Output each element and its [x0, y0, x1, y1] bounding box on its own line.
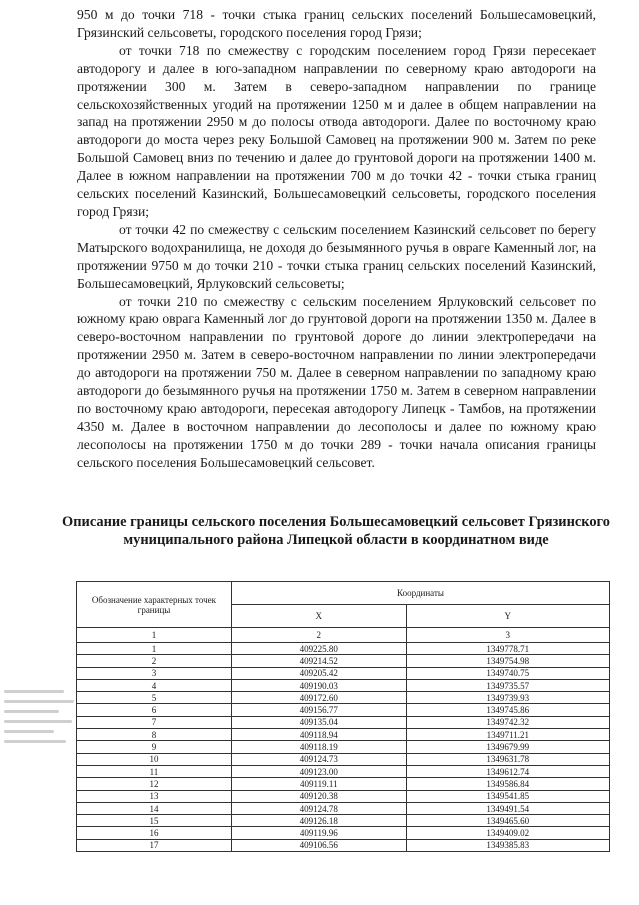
y-cell: 1349385.83 — [406, 839, 609, 851]
table-row — [77, 815, 610, 827]
y-cell: 1349740.75 — [406, 667, 609, 679]
x-cell: 409156.77 — [231, 704, 406, 716]
header-y: Y — [406, 605, 609, 628]
y-cell: 1349679.99 — [406, 741, 609, 753]
point-cell: 7 — [77, 716, 232, 728]
point-cell: 1 — [77, 643, 232, 655]
point-cell: 4 — [77, 679, 232, 691]
coordinates-table — [76, 581, 610, 852]
table-row — [77, 802, 610, 814]
table-row — [77, 753, 610, 765]
table-row — [77, 839, 610, 851]
table-row — [77, 655, 610, 667]
faded-stamp-mark — [0, 683, 80, 773]
point-cell: 12 — [77, 778, 232, 790]
table-row — [77, 667, 610, 679]
x-cell: 409118.94 — [231, 729, 406, 741]
table-row — [77, 716, 610, 728]
point-cell: 5 — [77, 692, 232, 704]
paragraph-2: от точки 718 по смежеству с городским поселением город Грязи пересекает автодорогу и далее в юго-западном направлении по северному краю автодороги на протяжении 300 м. Затем в северо-западном направлении по границе сельскохозяйственных угодий на протяжении 1250 м и далее в общем направлении на запад на протяжении 2950 м до полосы отвода автодороги. Далее по восточному краю автодороги до моста через реку Большой Самовец на протяжении 900 м. Затем по реке Большой Самовец вниз по течению и далее до грунтовой дороги на протяжении 1400 м. Далее в южном направлении на протяжении 700 м до точки 42 - точки стыка границ сельских поселений Казинский, Большесамовецкий сельсоветы, городского поселения город Грязи; — [77, 42, 596, 219]
table-row — [77, 692, 610, 704]
y-cell: 1349742.32 — [406, 716, 609, 728]
x-cell: 409106.56 — [231, 839, 406, 851]
header-x: X — [231, 605, 406, 628]
table-row — [77, 790, 610, 802]
table-row — [77, 827, 610, 839]
y-cell: 1349612.74 — [406, 765, 609, 777]
table-row — [77, 704, 610, 716]
x-cell: 409120.38 — [231, 790, 406, 802]
y-cell: 1349465.60 — [406, 815, 609, 827]
paragraph-3: от точки 42 по смежеству с сельским поселением Казинский сельсовет по берегу Матырского водохранилища, не доходя до безымянного ручья в овраге Каменный лог, на протяжении 9750 м до точки 210 - точки стыка границ сельских поселений Казинский, Большесамовецкий, Ярлуковский сельсоветы; — [77, 221, 596, 291]
y-cell: 1349711.21 — [406, 729, 609, 741]
header-num-1: 1 — [77, 628, 232, 643]
x-cell: 409225.80 — [231, 643, 406, 655]
x-cell: 409118.19 — [231, 741, 406, 753]
point-cell: 10 — [77, 753, 232, 765]
x-cell: 409190.03 — [231, 679, 406, 691]
table-row — [77, 741, 610, 753]
point-cell: 9 — [77, 741, 232, 753]
paragraph-1: 950 м до точки 718 - точки стыка границ сельских поселений Большесамовецкий, Грязинский сельсоветы, городского поселения город Грязи; — [77, 7, 596, 40]
table-row — [77, 778, 610, 790]
x-cell: 409135.04 — [231, 716, 406, 728]
point-cell: 6 — [77, 704, 232, 716]
header-num-3: 3 — [406, 628, 609, 643]
table-row — [77, 729, 610, 741]
point-cell: 8 — [77, 729, 232, 741]
x-cell: 409124.78 — [231, 802, 406, 814]
x-cell: 409214.52 — [231, 655, 406, 667]
table-row — [77, 765, 610, 777]
header-point-designation: Обозначение характерных точек границы — [77, 582, 232, 628]
header-coordinates: Координаты — [231, 582, 609, 605]
x-cell: 409119.11 — [231, 778, 406, 790]
y-cell: 1349778.71 — [406, 643, 609, 655]
point-cell: 17 — [77, 839, 232, 851]
point-cell: 16 — [77, 827, 232, 839]
y-cell: 1349745.86 — [406, 704, 609, 716]
y-cell: 1349586.84 — [406, 778, 609, 790]
boundary-description-text — [77, 6, 596, 472]
x-cell: 409123.00 — [231, 765, 406, 777]
section-heading: Описание границы сельского поселения Большесамовецкий сельсовет Грязинского муниципального района Липецкой области в координатном виде — [62, 514, 610, 548]
y-cell: 1349541.85 — [406, 790, 609, 802]
x-cell: 409126.18 — [231, 815, 406, 827]
table-row — [77, 679, 610, 691]
point-cell: 11 — [77, 765, 232, 777]
point-cell: 13 — [77, 790, 232, 802]
y-cell: 1349631.78 — [406, 753, 609, 765]
y-cell: 1349754.98 — [406, 655, 609, 667]
x-cell: 409172.60 — [231, 692, 406, 704]
coordinates-rows — [77, 643, 610, 852]
point-cell: 2 — [77, 655, 232, 667]
paragraph-4: от точки 210 по смежеству с сельским поселением Ярлуковский сельсовет по южному краю оврага Каменный лог до грунтовой дороги на протяжении 1350 м. Далее в северо-восточном направлении по грунтовой дороге до линии электропередачи на протяжении 2950 м. Затем в северо-восточном направлении по линии электропередачи до автодороги на протяжении 750 м. Далее в северном направлении по западному краю автодороги до безымянного ручья на протяжении 1750 м. Затем в северном направлении по восточному краю автодороги, пересекая автодорогу Липецк - Тамбов, на протяжении 4350 м. Далее в восточном направлении до лесополосы и далее по южному краю лесополосы на протяжении 1750 м до точки 289 - точки начала описания границы сельского поселения Большесамовецкий сельсовет. — [77, 293, 596, 470]
y-cell: 1349739.93 — [406, 692, 609, 704]
header-num-2: 2 — [231, 628, 406, 643]
x-cell: 409205.42 — [231, 667, 406, 679]
x-cell: 409124.73 — [231, 753, 406, 765]
point-cell: 15 — [77, 815, 232, 827]
x-cell: 409119.96 — [231, 827, 406, 839]
y-cell: 1349409.02 — [406, 827, 609, 839]
y-cell: 1349491.54 — [406, 802, 609, 814]
point-cell: 3 — [77, 667, 232, 679]
table-row — [77, 643, 610, 655]
point-cell: 14 — [77, 802, 232, 814]
y-cell: 1349735.57 — [406, 679, 609, 691]
